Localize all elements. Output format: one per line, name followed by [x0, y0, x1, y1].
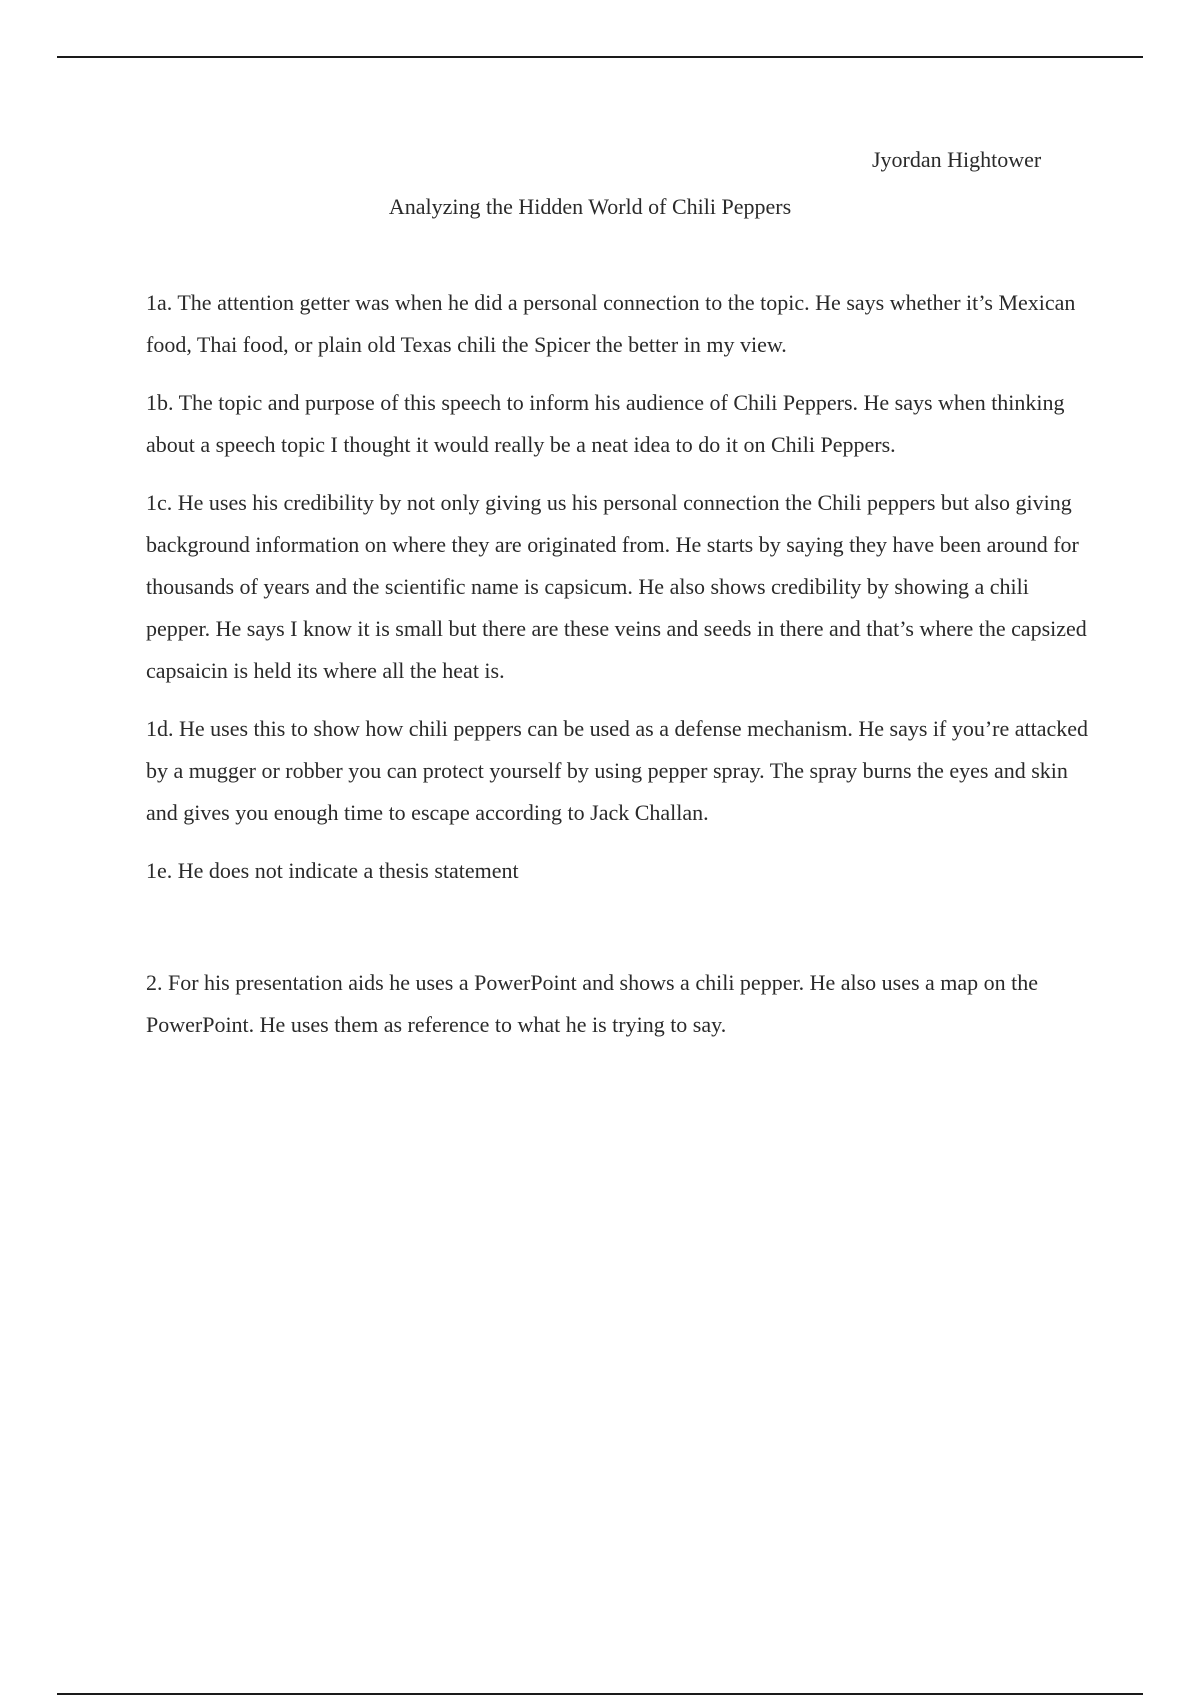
paragraph-1c: 1c. He uses his credibility by not only giving us his personal connection the Chili peppers but also giving background information on where they are originated from. He starts by saying they have been around for thousands of years and the scientific name is capsicum. He also shows credibility by showing a chili pepper. He says I know it is small but there are these veins and seeds in there and that’s where the capsized capsaicin is held its where all the heat is.	[146, 490, 1087, 683]
paragraph-1e: 1e. He does not indicate a thesis statement	[146, 858, 519, 883]
paragraph-1a: 1a. The attention getter was when he did a personal connection to the topic. He says whether it’s Mexican food, Thai food, or plain old Texas chili the Spicer the better in my view.	[146, 290, 1076, 357]
document-body	[146, 282, 1090, 1062]
author-name: Jyordan Hightower	[872, 147, 1042, 172]
paragraph-1d: 1d. He uses this to show how chili peppers can be used as a defense mechanism. He says if you’re attacked by a mugger or robber you can protect yourself by using pepper spray. The spray burns the eyes and skin and gives you enough time to escape according to Jack Challan.	[146, 716, 1089, 825]
header-rule	[57, 56, 1143, 58]
paragraph-1b: 1b. The topic and purpose of this speech to inform his audience of Chili Peppers. He says when thinking about a speech topic I thought it would really be a neat idea to do it on Chili Peppers.	[146, 390, 1065, 457]
footer-rule	[57, 1693, 1143, 1695]
paragraph-2: 2. For his presentation aids he uses a PowerPoint and shows a chili pepper. He also uses a map on the PowerPoint. He uses them as reference to what he is trying to say.	[146, 970, 1039, 1037]
document-title: Analyzing the Hidden World of Chili Peppers	[388, 194, 792, 219]
